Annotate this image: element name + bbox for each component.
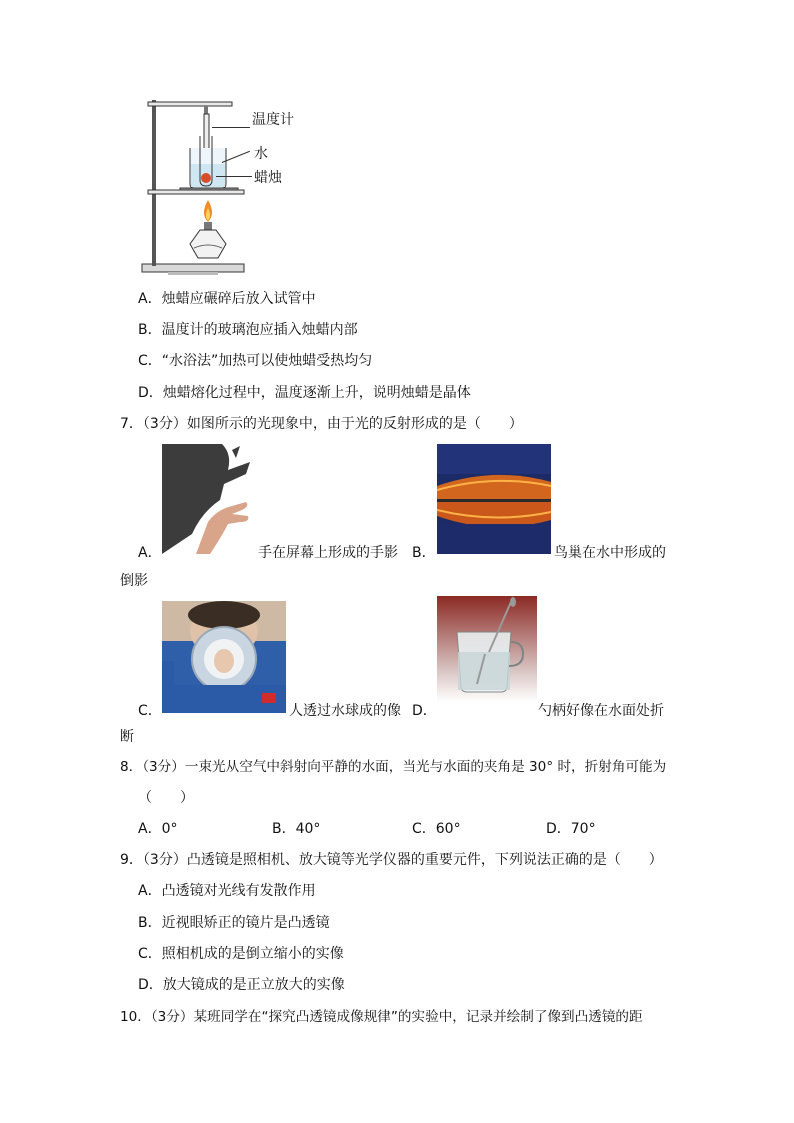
q9-option-d: D．放大镜成的是正立放大的实像 [138,977,345,993]
q8-option-b: B．40° [272,821,321,837]
q7-option-c-letter: C． [138,703,162,719]
q7-option-b-letter: B． [412,545,436,561]
q7-option-a-letter: A． [138,545,162,561]
q7-option-c-text: 人透过水球成的像 [289,703,401,719]
q8-option-c: C．60° [412,821,461,837]
q7-option-d-wrap: 断 [120,729,134,745]
q7-stem: 7．（3分）如图所示的光现象中，由于光的反射形成的是（ ） [120,416,523,432]
thermometer-label: 温度计 [252,112,294,128]
thermometer-leader [212,127,250,128]
water-label: 水 [254,146,268,162]
q7-option-b-wrap: 倒影 [120,573,148,589]
candle-leader [216,176,252,177]
q9-stem: 9．（3分）凸透镜是照相机、放大镜等光学仪器的重要元件，下列说法正确的是（ ） [120,852,663,868]
candle-label: 蜡烛 [254,170,282,186]
q7-option-a-text: 手在屏幕上形成的手影 [258,545,398,561]
hand-shadow-image [162,444,252,554]
q7-option-d-letter: D． [412,703,437,719]
birds-nest-reflection-image [437,444,551,554]
q8-paren: （ ） [138,790,194,806]
q8-option-a: A．0° [138,821,178,837]
q9-option-b: B．近视眼矫正的镜片是凸透镜 [138,915,330,931]
q6-option-a: A．烛蜡应碾碎后放入试管中 [138,291,316,307]
q10-stem: 10．（3分）某班同学在“探究凸透镜成像规律”的实验中，记录并绘制了像到凸透镜的距 [120,1009,643,1025]
q8-stem: 8．（3分）一束光从空气中斜射向平静的水面，当光与水面的夹角是 30° 时，折射角可能为 [120,759,667,775]
q9-option-c: C．照相机成的是倒立缩小的实像 [138,946,344,962]
q6-option-d: D．烛蜡熔化过程中，温度逐渐上升，说明烛蜡是晶体 [138,385,471,401]
q6-option-b: B．温度计的玻璃泡应插入烛蜡内部 [138,322,358,338]
q9-option-a: A．凸透镜对光线有发散作用 [138,883,316,899]
water-ball-image [162,601,286,713]
q7-option-b-text: 鸟巢在水中形成的 [554,545,666,561]
q7-option-d-text: 勺柄好像在水面处折 [538,703,664,719]
q8-option-d: D．70° [546,821,596,837]
q6-option-c: C．“水浴法”加热可以使烛蜡受热均匀 [138,353,373,369]
spoon-in-glass-image [437,596,537,702]
